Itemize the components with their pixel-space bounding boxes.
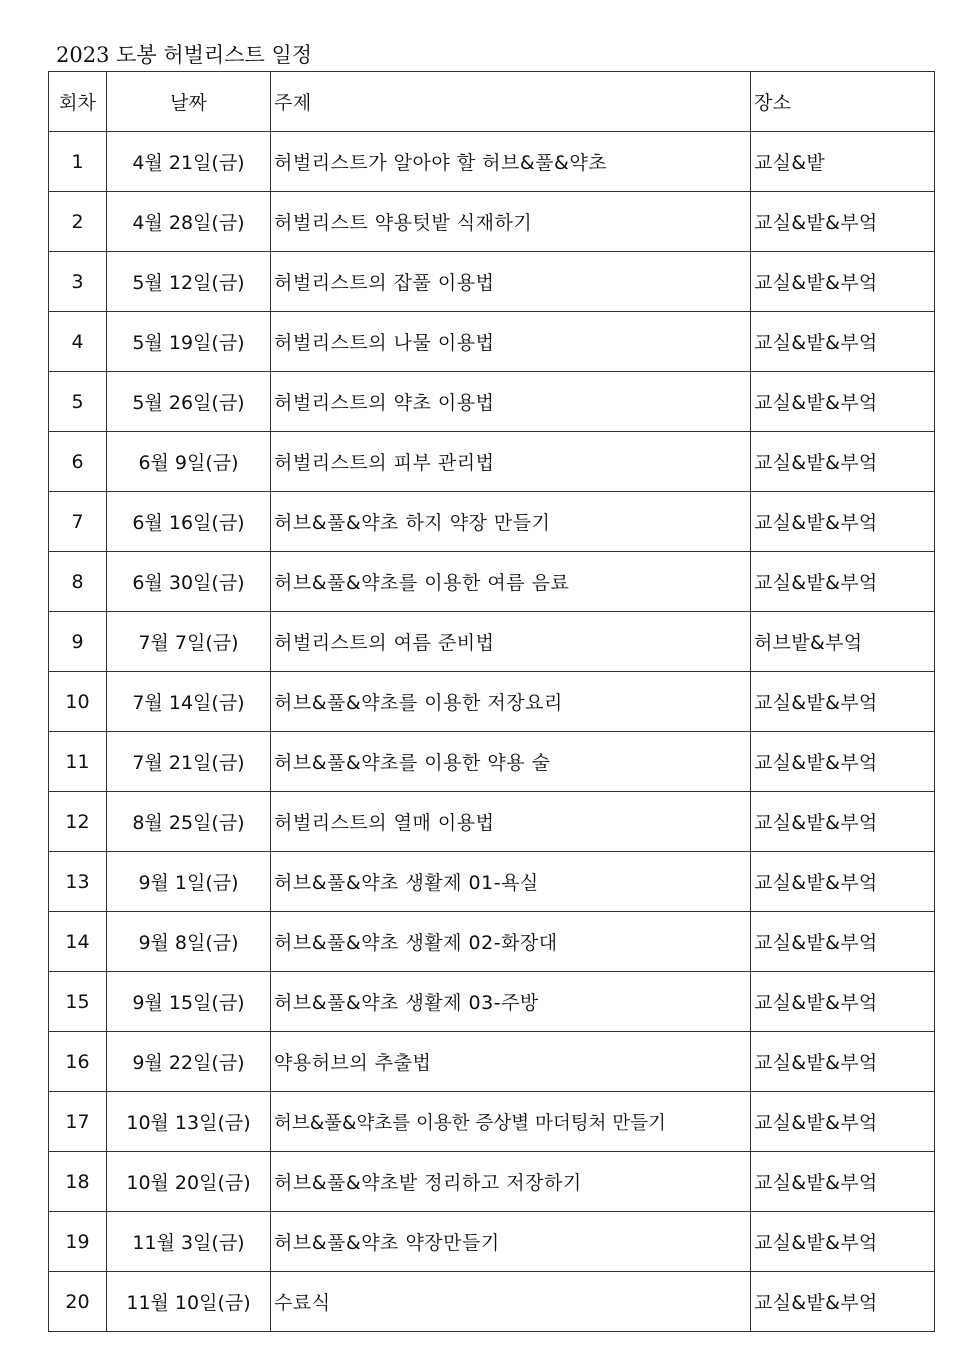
session-number-cell: 9 (49, 612, 107, 672)
header-place: 장소 (751, 72, 935, 132)
header-topic: 주제 (271, 72, 751, 132)
table-row (49, 1152, 935, 1212)
table-row (49, 672, 935, 732)
schedule-table (48, 71, 935, 1332)
session-number-cell: 11 (49, 732, 107, 792)
table-row (49, 252, 935, 312)
header-session: 회차 (49, 72, 107, 132)
table-row (49, 432, 935, 492)
session-number-cell: 17 (49, 1092, 107, 1152)
table-row (49, 1212, 935, 1272)
date-cell: 7월 14일(금) (107, 672, 271, 732)
table-row (49, 732, 935, 792)
place-cell: 교실&밭&부엌 (751, 192, 935, 252)
date-cell: 6월 16일(금) (107, 492, 271, 552)
date-cell: 5월 12일(금) (107, 252, 271, 312)
table-row (49, 372, 935, 432)
schedule-body (49, 132, 935, 1332)
session-number-cell: 8 (49, 552, 107, 612)
place-cell: 교실&밭&부엌 (751, 252, 935, 312)
session-number-cell: 7 (49, 492, 107, 552)
table-row (49, 792, 935, 852)
topic-cell: 허브&풀&약초를 이용한 여름 음료 (271, 552, 751, 612)
table-row (49, 852, 935, 912)
table-row (49, 552, 935, 612)
date-cell: 8월 25일(금) (107, 792, 271, 852)
header-date: 날짜 (107, 72, 271, 132)
session-number-cell: 10 (49, 672, 107, 732)
topic-cell: 허브&풀&약초를 이용한 약용 술 (271, 732, 751, 792)
place-cell: 교실&밭&부엌 (751, 1212, 935, 1272)
session-number-cell: 12 (49, 792, 107, 852)
table-row (49, 1272, 935, 1332)
table-row (49, 1092, 935, 1152)
date-cell: 10월 20일(금) (107, 1152, 271, 1212)
date-cell: 9월 15일(금) (107, 972, 271, 1032)
date-cell: 9월 22일(금) (107, 1032, 271, 1092)
session-number-cell: 18 (49, 1152, 107, 1212)
date-cell: 11월 10일(금) (107, 1272, 271, 1332)
date-cell: 10월 13일(금) (107, 1092, 271, 1152)
topic-cell: 허브&풀&약초 생활제 03-주방 (271, 972, 751, 1032)
place-cell: 교실&밭&부엌 (751, 312, 935, 372)
place-cell: 교실&밭&부엌 (751, 672, 935, 732)
place-cell: 교실&밭&부엌 (751, 492, 935, 552)
session-number-cell: 4 (49, 312, 107, 372)
topic-cell: 허벌리스트의 약초 이용법 (271, 372, 751, 432)
table-row (49, 192, 935, 252)
topic-cell: 허벌리스트가 알아야 할 허브&풀&약초 (271, 132, 751, 192)
place-cell: 교실&밭&부엌 (751, 1032, 935, 1092)
date-cell: 4월 21일(금) (107, 132, 271, 192)
table-header-row (49, 72, 935, 132)
place-cell: 교실&밭&부엌 (751, 792, 935, 852)
session-number-cell: 19 (49, 1212, 107, 1272)
session-number-cell: 13 (49, 852, 107, 912)
topic-cell: 허벌리스트의 여름 준비법 (271, 612, 751, 672)
session-number-cell: 1 (49, 132, 107, 192)
place-cell: 교실&밭&부엌 (751, 912, 935, 972)
topic-cell: 수료식 (271, 1272, 751, 1332)
topic-cell: 약용허브의 추출법 (271, 1032, 751, 1092)
date-cell: 6월 9일(금) (107, 432, 271, 492)
table-row (49, 132, 935, 192)
session-number-cell: 15 (49, 972, 107, 1032)
session-number-cell: 3 (49, 252, 107, 312)
topic-cell: 허브&풀&약초를 이용한 증상별 마더팅처 만들기 (271, 1092, 751, 1152)
date-cell: 5월 26일(금) (107, 372, 271, 432)
topic-cell: 허브&풀&약초 약장만들기 (271, 1212, 751, 1272)
session-number-cell: 16 (49, 1032, 107, 1092)
date-cell: 5월 19일(금) (107, 312, 271, 372)
table-row (49, 492, 935, 552)
table-row (49, 612, 935, 672)
topic-cell: 허브&풀&약초 생활제 01-욕실 (271, 852, 751, 912)
date-cell: 7월 21일(금) (107, 732, 271, 792)
topic-cell: 허벌리스트의 피부 관리법 (271, 432, 751, 492)
session-number-cell: 14 (49, 912, 107, 972)
date-cell: 6월 30일(금) (107, 552, 271, 612)
session-number-cell: 6 (49, 432, 107, 492)
date-cell: 9월 8일(금) (107, 912, 271, 972)
topic-cell: 허브&풀&약초를 이용한 저장요리 (271, 672, 751, 732)
topic-cell: 허브&풀&약초밭 정리하고 저장하기 (271, 1152, 751, 1212)
date-cell: 9월 1일(금) (107, 852, 271, 912)
place-cell: 교실&밭&부엌 (751, 732, 935, 792)
table-row (49, 312, 935, 372)
place-cell: 교실&밭&부엌 (751, 1092, 935, 1152)
date-cell: 7월 7일(금) (107, 612, 271, 672)
place-cell: 교실&밭&부엌 (751, 1272, 935, 1332)
topic-cell: 허벌리스트 약용텃밭 식재하기 (271, 192, 751, 252)
session-number-cell: 5 (49, 372, 107, 432)
table-row (49, 912, 935, 972)
place-cell: 교실&밭&부엌 (751, 372, 935, 432)
place-cell: 교실&밭&부엌 (751, 1152, 935, 1212)
topic-cell: 허벌리스트의 열매 이용법 (271, 792, 751, 852)
topic-cell: 허벌리스트의 잡풀 이용법 (271, 252, 751, 312)
place-cell: 교실&밭&부엌 (751, 852, 935, 912)
topic-cell: 허브&풀&약초 생활제 02-화장대 (271, 912, 751, 972)
page-title: 2023 도봉 허벌리스트 일정 (56, 43, 313, 67)
table-row (49, 1032, 935, 1092)
place-cell: 교실&밭&부엌 (751, 972, 935, 1032)
session-number-cell: 20 (49, 1272, 107, 1332)
table-row (49, 972, 935, 1032)
topic-cell: 허브&풀&약초 하지 약장 만들기 (271, 492, 751, 552)
place-cell: 교실&밭 (751, 132, 935, 192)
date-cell: 4월 28일(금) (107, 192, 271, 252)
place-cell: 교실&밭&부엌 (751, 552, 935, 612)
place-cell: 허브밭&부엌 (751, 612, 935, 672)
topic-cell: 허벌리스트의 나물 이용법 (271, 312, 751, 372)
session-number-cell: 2 (49, 192, 107, 252)
date-cell: 11월 3일(금) (107, 1212, 271, 1272)
place-cell: 교실&밭&부엌 (751, 432, 935, 492)
